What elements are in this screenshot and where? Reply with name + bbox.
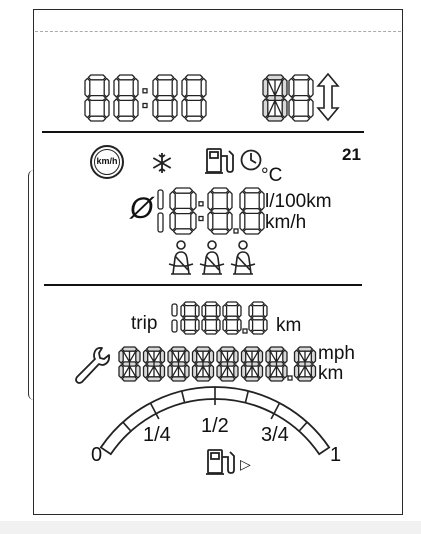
trip-label: trip: [131, 313, 158, 334]
speed-unit-label: km/h: [96, 156, 118, 166]
consumption-unit-label: l/100km: [265, 191, 332, 212]
service-unit-km: km: [318, 363, 344, 384]
fuel-tick-full: 1: [330, 444, 342, 466]
service-unit-mph: mph: [318, 343, 355, 364]
fuel-gauge-pump-icon: [206, 448, 236, 476]
temperature-unit-label: °C: [261, 165, 283, 186]
fuel-tick-half: 1/2: [201, 415, 229, 437]
fuel-side-arrow: ▷: [240, 456, 251, 472]
trip-unit-label: km: [276, 315, 302, 336]
average-symbol: Ø: [130, 192, 154, 225]
window-bottom-strip: [0, 521, 421, 534]
speed-unit-label-2: km/h: [265, 212, 307, 233]
fuel-tick-three-quarter: 3/4: [261, 424, 289, 446]
fuel-gauge-tick-3: [182, 391, 185, 403]
fuel-tick-0: 0: [91, 444, 103, 466]
fuel-gauge-tick-7: [299, 422, 307, 431]
counter-value: 21: [342, 145, 361, 164]
fuel-tick-quarter: 1/4: [143, 424, 171, 446]
fuel-gauge-tick-1: [123, 422, 131, 431]
fuel-gauge-tick-5: [245, 391, 248, 403]
